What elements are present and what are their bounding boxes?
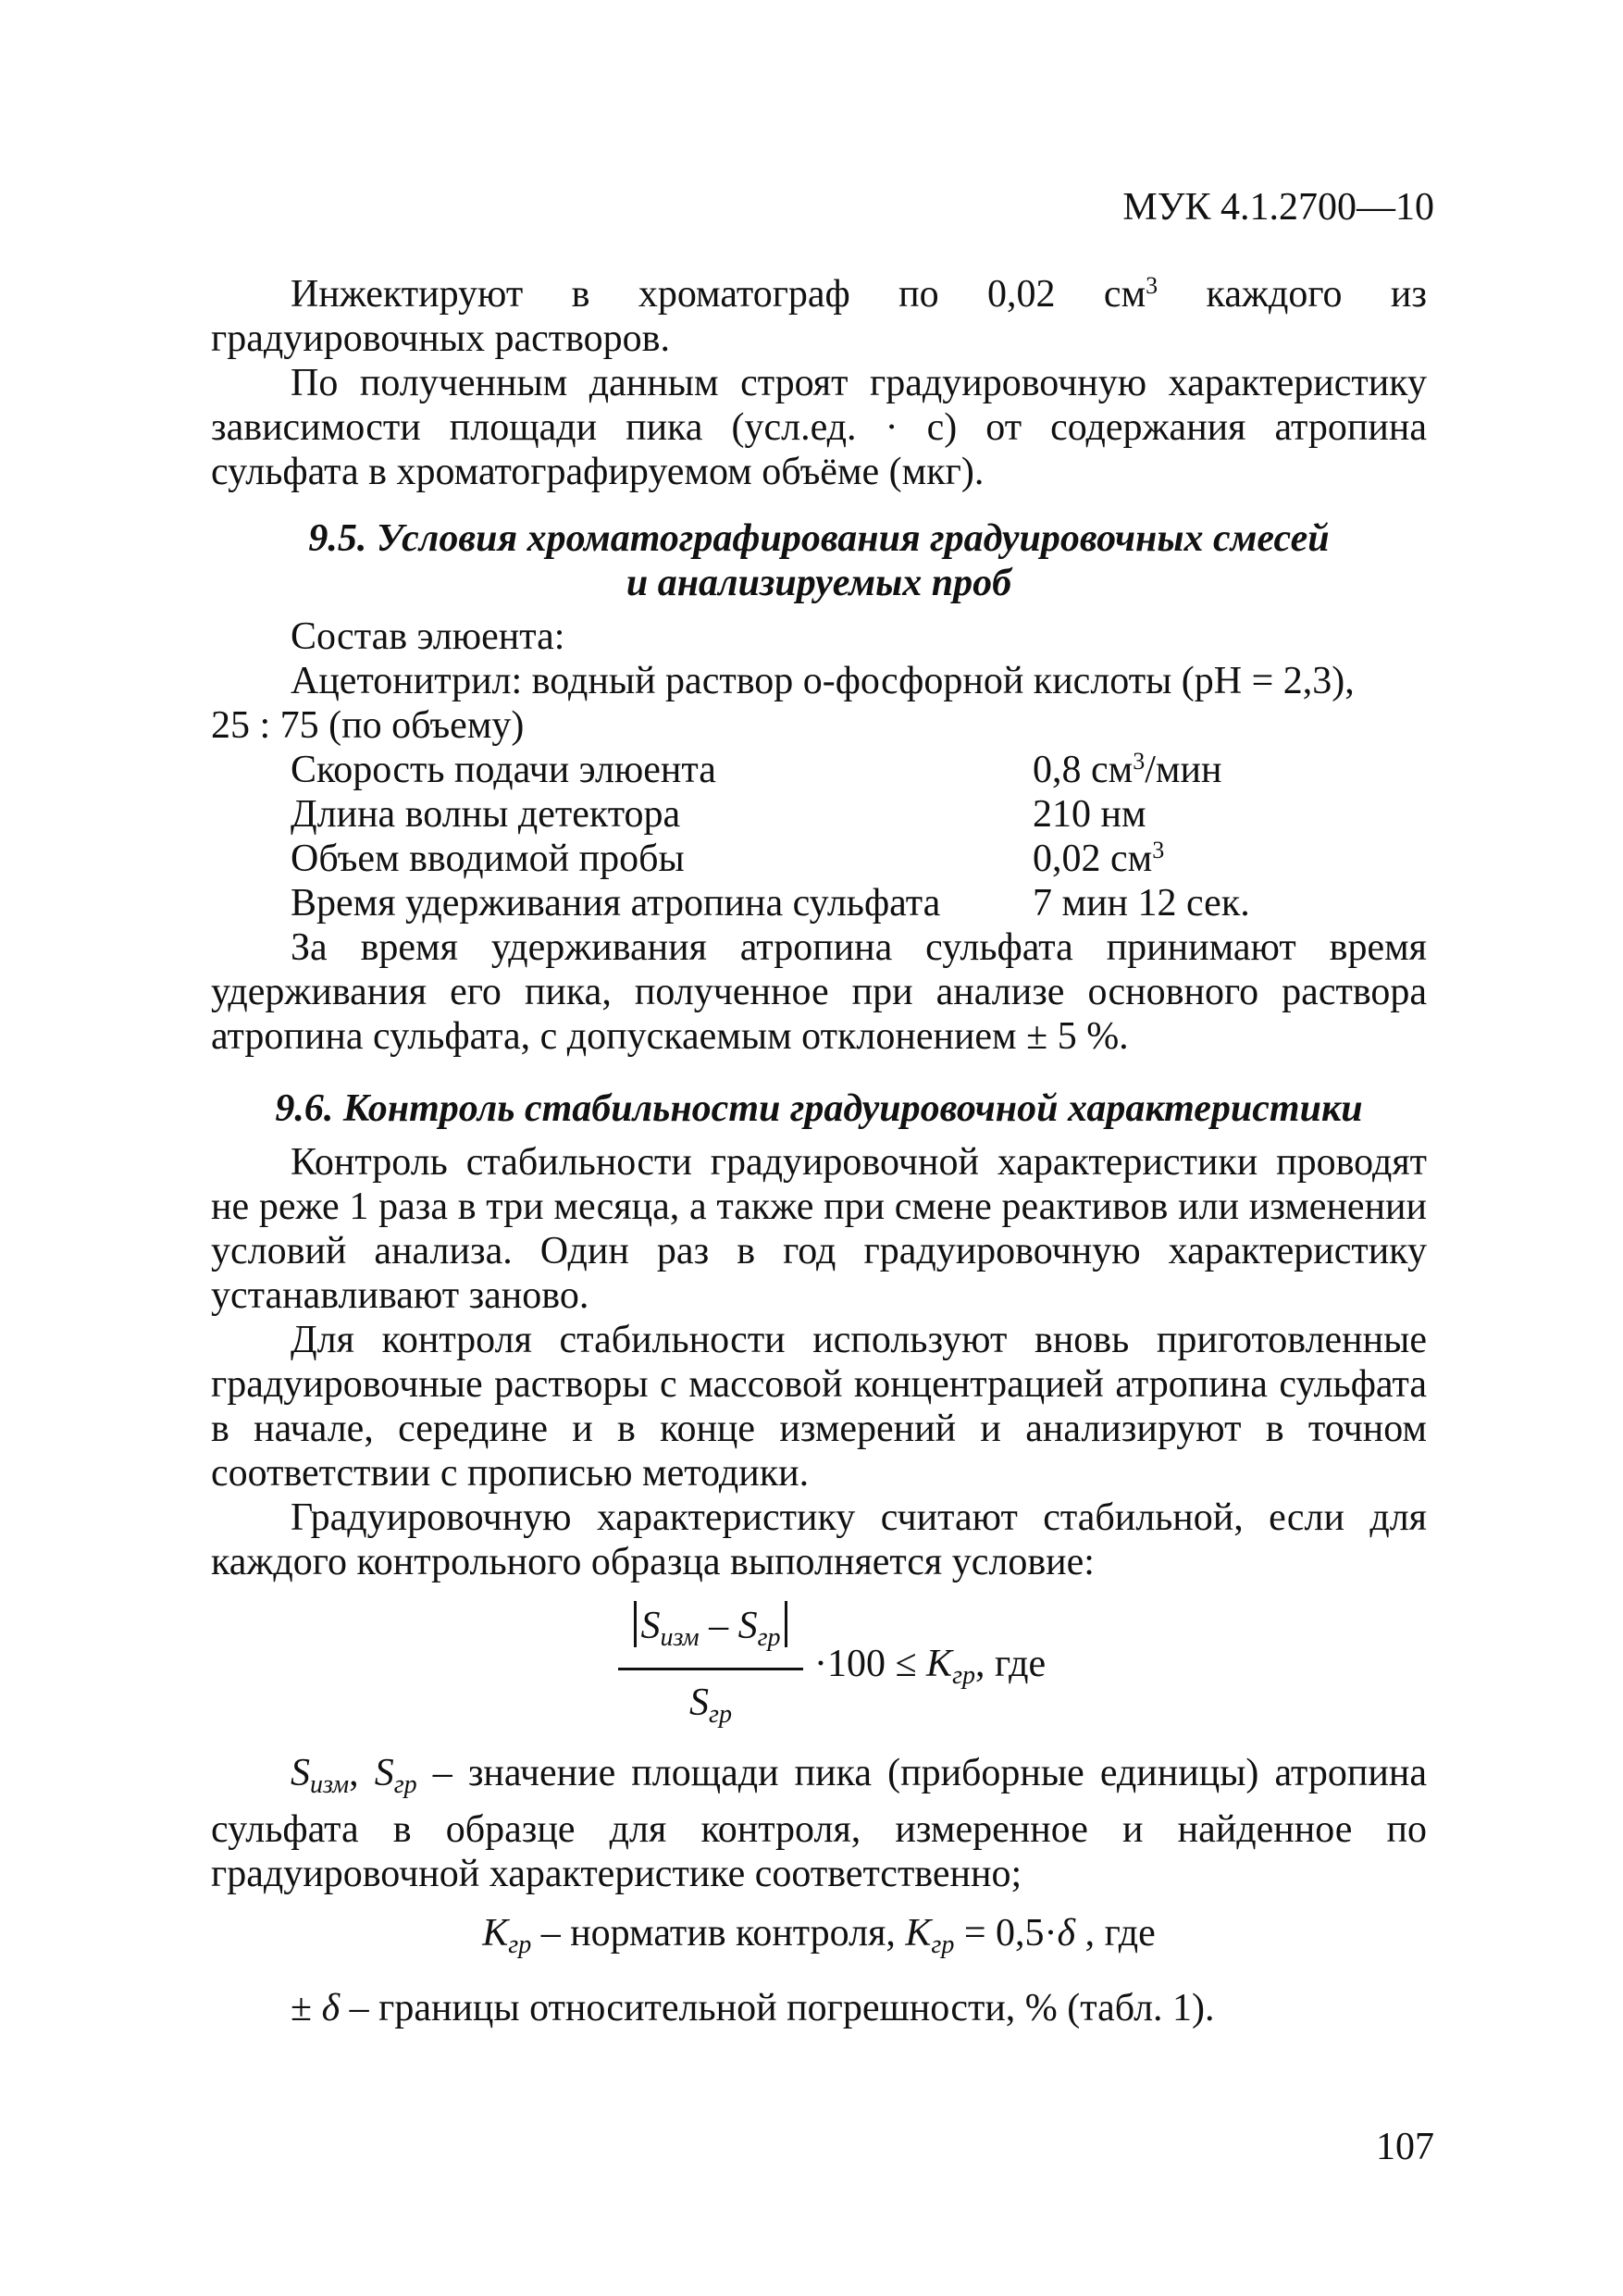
stability-formula [211,1595,1427,1742]
paragraph-stability-frequency: Контроль стабильности градуировочной характеристики проводят не реже 1 раза в три месяца, а также при смене реактивов или изменении условий анализа. Один раз в год градуировочную характеристику устанавливают заново. [211,1141,1427,1317]
param-row-flow-rate [211,748,1427,792]
paragraph-injection-text-2: каждого из градуировочных растворов. [211,273,1427,360]
param-name: Скорость подачи элюента [291,749,716,791]
paragraph-calibration-curve: По полученным данным строят градуировочную характеристику зависимости площади пика (усл.ед. · с) от содержания атропина сульфата в хроматографируемом объёме (мкг). [211,362,1427,493]
param-name: Время удерживания атропина сульфата [291,882,941,925]
abs-bar-right [785,1601,787,1647]
section-heading-9-5 [211,516,1427,605]
paragraph-stability-condition: Градуировочную характеристику считают стабильной, если для каждого контрольного образца выполняется условие: [211,1496,1427,1583]
param-name: Объем вводимой пробы [291,838,685,880]
param-value: 0,02 $см^3$ [1033,837,1165,880]
document-code-header: МУК 4.1.2700—10 [1122,186,1434,229]
eluent-composition-line-1: Ацетонитрил: водный раствор о-фосфорной кислоты (рН = 2,3), [291,660,1355,702]
section-heading-9-6: 9.6. Контроль стабильности градуировочной характеристики [275,1087,1363,1130]
error-bounds-line: ± δ – границы относительной погрешности, % (табл. 1). [291,1987,1215,2029]
abs-bar-left [634,1601,637,1647]
formula-fraction [618,1595,803,1742]
section-heading-9-5-line-2: и анализируемых проб [626,562,1012,604]
section-heading-9-5-line-1: 9.5. Условия хроматографирования градуировочных смесей [308,517,1330,560]
page-content [211,272,1427,2030]
eluent-label: Состав элюента: [291,615,565,658]
param-row-sample-volume [211,837,1427,881]
formula-right-side: $\cdot 100 \le K_{гр}$, где [814,1643,1047,1690]
superscript-3: 3 [1146,272,1158,299]
param-value: 0,8 $см^3$/мин [1033,748,1222,791]
param-row-wavelength [211,792,1427,837]
control-norm-line: $K_{гр}$ – норматив контроля, $K_{гр} = 0,5\cdot\delta$ , где [482,1912,1156,1959]
formula-numerator: $S_{изм} - S_{гр}$ [618,1601,803,1660]
fraction-line [618,1668,803,1670]
paragraph-injection [211,272,1427,361]
param-name: Длина волны детектора [291,793,681,836]
param-value: 7 мин 12 сек. [1033,882,1250,925]
eluent-composition [211,659,1427,748]
page-number: 107 [1376,2126,1434,2168]
paragraph-stability-solutions: Для контроля стабильности используют вновь приготовленные градуировочные растворы с массовой концентрацией атропина сульфата в начале, середине и в конце измерений и анализируют в точном соответствии с прописью методики. [211,1319,1427,1495]
paragraph-retention-note: За время удерживания атропина сульфата принимают время удерживания его пика, полученное при анализе основного раствора атропина сульфата, с допускаемым отклонением ± 5 %. [211,926,1427,1058]
formula-denominator: $S_{гр}$ [689,1682,732,1729]
formula-body [618,1595,1136,1742]
paragraph-s-definitions: $S_{изм}$, $S_{гр}$ – значение площади пика (приборные единицы) атропина сульфата в образце для контроля, измеренное и найденное по градуировочной характеристике соответственно; [211,1752,1427,1895]
paragraph-injection-text-1: Инжектируют в хроматограф по 0,02 см [291,273,1146,316]
param-row-retention-time [211,881,1427,925]
eluent-composition-line-2: 25 : 75 (по объему) [211,704,525,747]
param-value: 210 нм [1033,793,1146,836]
